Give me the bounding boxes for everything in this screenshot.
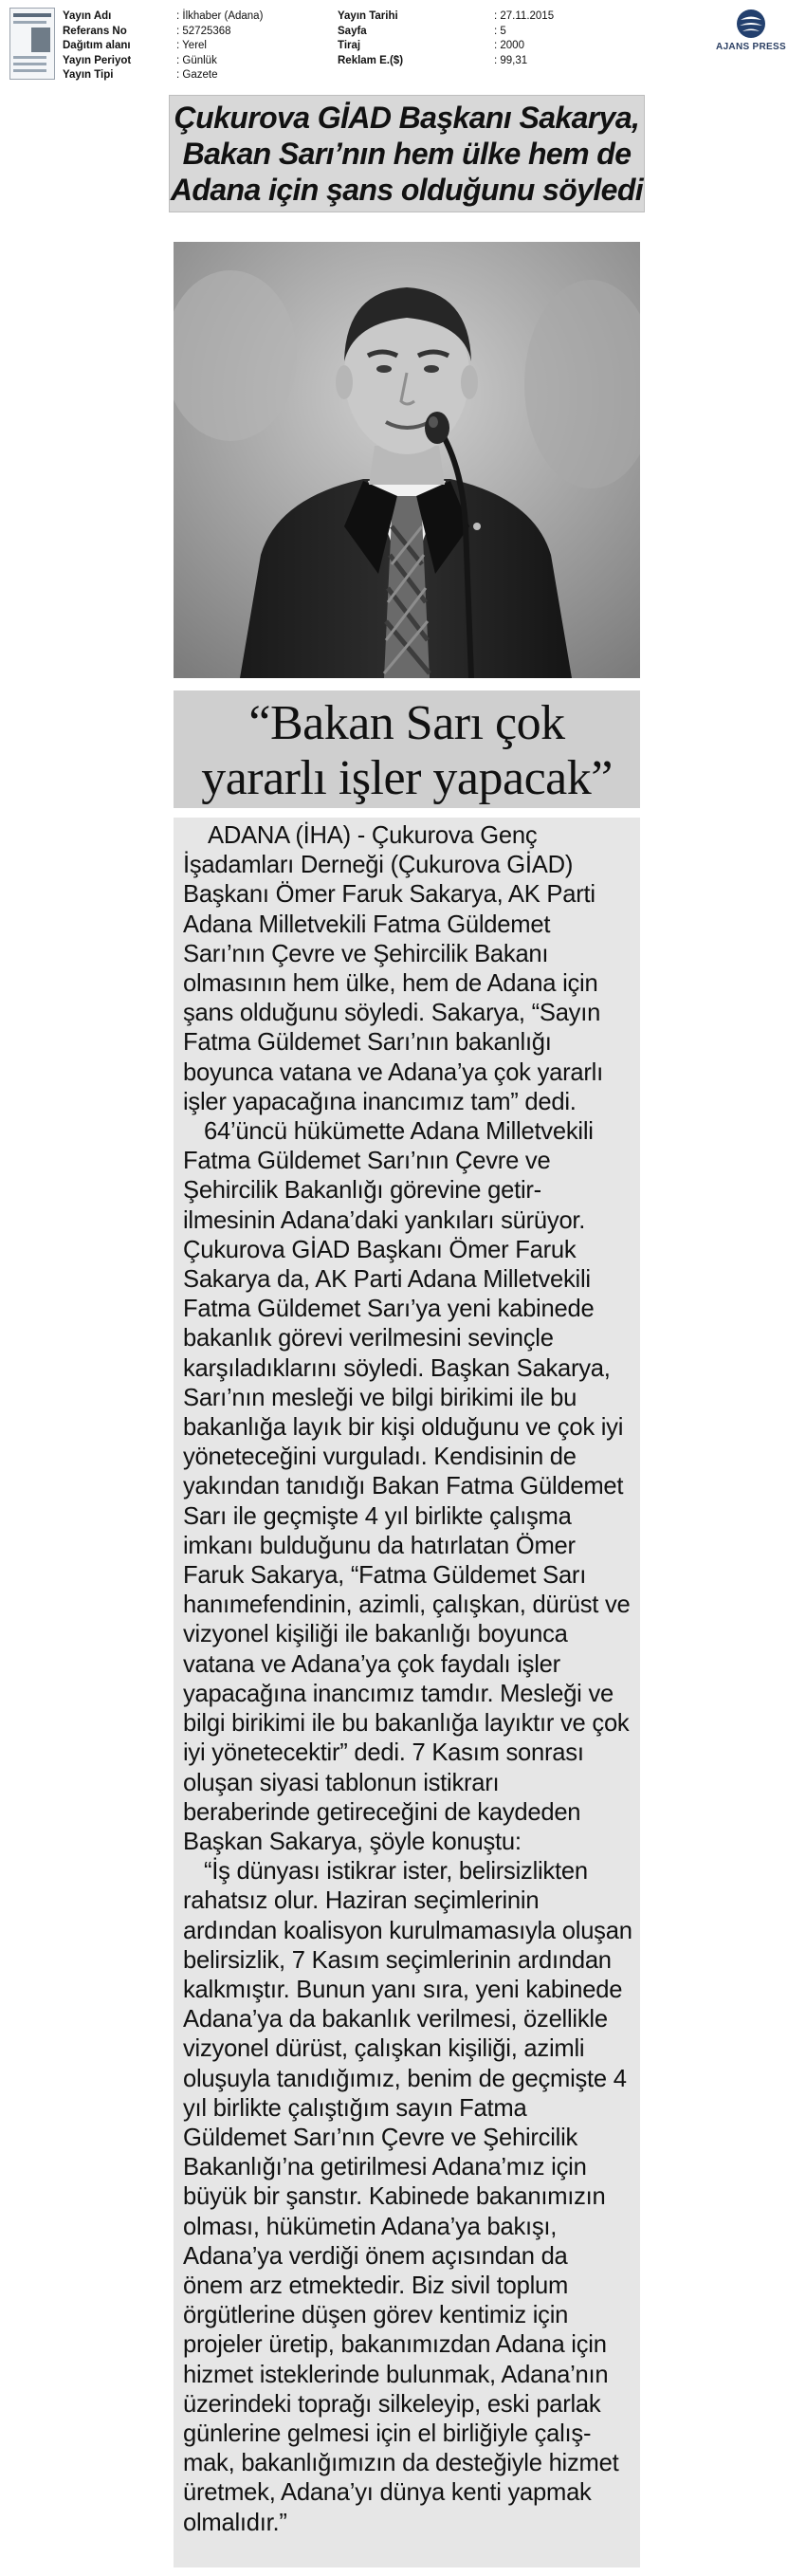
meta-row-date: Yayın Tarihi : 27.11.2015 xyxy=(338,10,555,22)
meta-row-type: Yayın Tipi : Gazete xyxy=(63,69,218,82)
meta-row-distribution: Dağıtım alanı : Yerel xyxy=(63,40,207,52)
clipping-header xyxy=(0,0,806,87)
meta-row-publication-name: Yayın Adı : İlkhaber (Adana) xyxy=(63,10,264,22)
subhead-line: yararlı işler yapacak” xyxy=(201,751,613,805)
article-paragraph: ADANA (İHA) - Çukurova Genç İşadamları Derneği (Çukurova GİAD) Başkanı Ömer Faruk Sakarya, AK Parti Adana Milletvekili Fatma Güldemet Sarı’nın Çevre ve Şehircilik Bakanı olmasının hem ülke, hem de Adana için şans olduğunu söyledi. Sakarya, “Sayın Fatma Güldemet Sarı’nın bakanlığı boyunca vatana ve Adana’ya çok yararlı işler yapacağına inancımız tam” dedi. xyxy=(183,822,603,1115)
headline-line: Adana için şans olduğunu söyledi xyxy=(170,173,644,207)
ajans-press-logo xyxy=(704,8,798,57)
meta-row-period: Yayın Periyot : Günlük xyxy=(63,54,217,66)
page-thumbnail[interactable] xyxy=(9,8,55,80)
meta-row-page: Sayfa : 5 xyxy=(338,25,506,37)
headline-box xyxy=(169,95,645,212)
headline xyxy=(170,96,644,208)
headline-line: Çukurova GİAD Başkanı Sakarya, xyxy=(174,101,640,135)
article-paragraph: 64’üncü hükümette Adana Milletvekili Fatma Güldemet Sarı’nın Çevre ve Şehircilik Bakanlığı görevine getir-ilmesinin Adana’daki yankıları sürüyor. Çukurova GİAD Başkanı Ömer Faruk Sakarya da, AK Parti Adana Milletvekili Fatma Güldemet Sarı’ya yeni kabinede bakanlık görevi verilmesini sevinçle karşıladıklarını söyledi. Başkan Sakarya, Sarı’nın mesleği ve bilgi birikimi ile bu bakanlığa layık bir kişi olduğunu ve çok iyi yöneteceğini vurguladı. Kendisinin de yakından tanıdığı Bakan Fatma Güldemet Sarı ile geçmişte 4 yıl birlikte çalışma imkanı bulduğunu da hatırlatan Ömer Faruk Sakarya, “Fatma Güldemet Sarı hanımefendinin, azimli, çalışkan, dürüst ve vizyonel kişiliği ile bakanlığı boyunca vatana ve Adana’ya çok faydalı işler yapacağına inancımız tamdır. Mesleği ve bilgi birikimi ile bu bakanlığa layıktır ve çok iyi yönetecektir” dedi. 7 Kasım sonrası oluşan siyasi tablonun istikrarı beraberinde getireceğini de kaydeden Başkan Sakarya, şöyle konuştu: xyxy=(183,1118,631,1855)
meta-row-reference-no: Referans No : 52725368 xyxy=(63,25,231,37)
globe-icon xyxy=(735,8,767,40)
subhead-line: “Bakan Sarı çok xyxy=(248,696,565,750)
article-paragraph: “İş dünyası istikrar ister, belirsizlikten rahatsız olur. Haziran seçimlerinin ardından koalisyon kurulmamasıyla oluşan belirsizlik, 7 Kasım seçimlerinin ardından kalkmıştır. Bunun yanı sıra, yeni kabinede Adana’ya da bakanlık verilmesi, özellikle vizyonel dürüst, çalışkan kişiliği, azimli oluşuyla tanıdığımız, benim de geçmişte 4 yıl birlikte çalıştığım sayın Fatma Güldemet Sarı’nın Çevre ve Şehircilik Bakanlığı’na getirilmesi Adana’mız için büyük bir şanstır. Kabinede bakanımızın olması, hükümetin Adana’ya bakışı, Adana’ya verdiği önem açısından da önem arz etmektedir. Biz sivil toplum örgütlerine düşen görev kentimiz için projeler üretip, bakanımızdan Adana için hizmet isteklerinde bulunmak, Adana’nın üzerindeki toprağı silkeleyip, eski parlak günlerine gelmesi için el birliğiyle çalış-mak, bakanlığımızın da desteğiyle hizmet üretmek, Adana’yı dünya kenti yapmak olmalıdır.” xyxy=(183,1858,632,2536)
logo-text: AJANS PRESS xyxy=(716,42,786,52)
publication-meta-right xyxy=(338,9,627,68)
meta-row-ad-value: Reklam E.($) : 99,31 xyxy=(338,54,528,66)
meta-row-circulation: Tiraj : 2000 xyxy=(338,40,524,52)
subhead xyxy=(174,690,640,806)
speaker-photo xyxy=(174,242,640,678)
speaker-photo-illustration xyxy=(174,242,640,678)
subhead-box xyxy=(174,690,640,808)
article-body xyxy=(174,818,640,2567)
headline-line: Bakan Sarı’nın hem ülke hem de xyxy=(182,137,632,171)
